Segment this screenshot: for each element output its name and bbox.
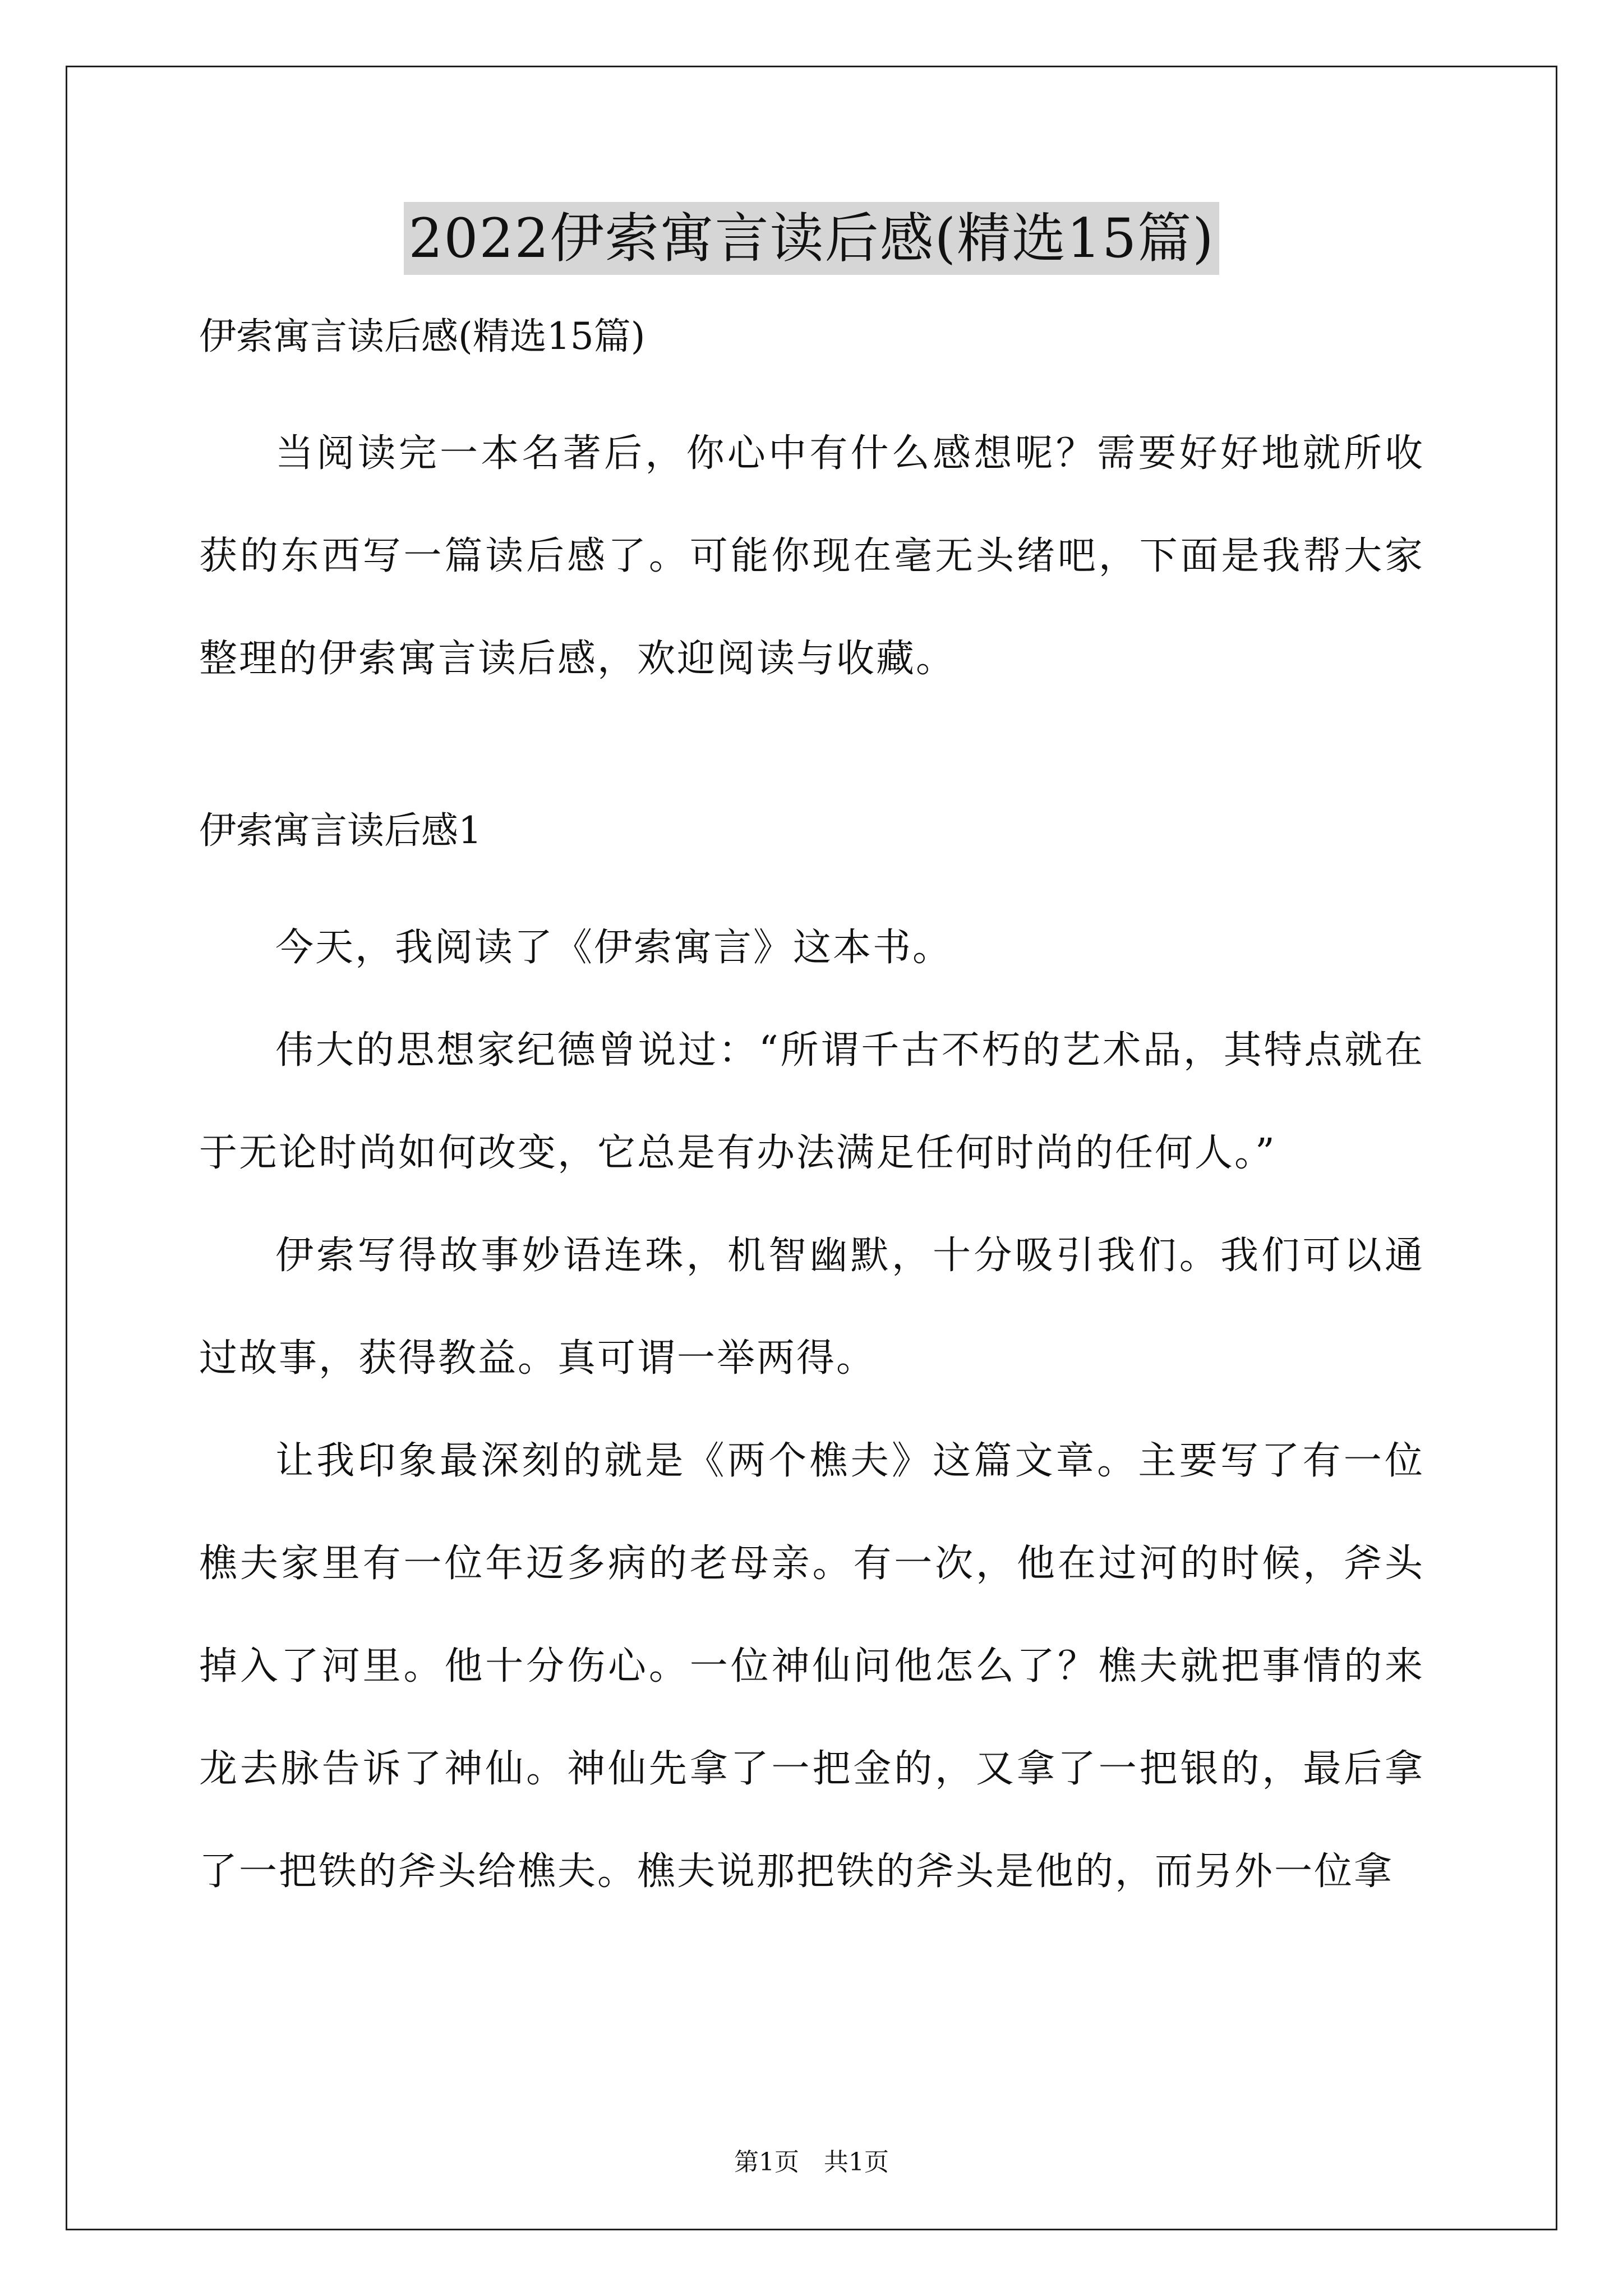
page-footer: 第1页 共1页: [734, 2148, 889, 2177]
intro-paragraph: 当阅读完一本名著后，你心中有什么感想呢？需要好好地就所收获的东西写一篇读后感了。可能你现在毫无头绪吧，下面是我帮大家整理的伊索寓言读后感，欢迎阅读与收藏。: [199, 431, 1424, 681]
document-body: [199, 311, 1424, 1923]
body-paragraph: 让我印象最深刻的就是《两个樵夫》这篇文章。主要写了有一位樵夫家里有一位年迈多病的老母亲。有一次，他在过河的时候，斧头掉入了河里。他十分伤心。一位神仙问他怎么了？樵夫就把事情的来龙去脉告诉了神仙。神仙先拿了一把金的，又拿了一把银的，最后拿了一把铁的斧头给樵夫。樵夫说那把铁的斧头是他的，而另外一位拿: [199, 1439, 1424, 1894]
body-paragraph: 伊索写得故事妙语连珠，机智幽默，十分吸引我们。我们可以通过故事，获得教益。真可谓一举两得。: [199, 1234, 1424, 1381]
document-title: 2022伊索寓言读后感(精选15篇): [404, 202, 1219, 275]
section-heading: 伊索寓言读后感1: [199, 809, 482, 852]
title-container: [0, 202, 1623, 275]
body-paragraph: 伟大的思想家纪德曾说过：“所谓千古不朽的艺术品，其特点就在于无论时尚如何改变，它总是有办法满足任何时尚的任何人。”: [199, 1028, 1424, 1175]
document-subtitle: 伊索寓言读后感(精选15篇): [199, 315, 645, 358]
body-paragraph: 今天，我阅读了《伊索寓言》这本书。: [275, 926, 953, 970]
